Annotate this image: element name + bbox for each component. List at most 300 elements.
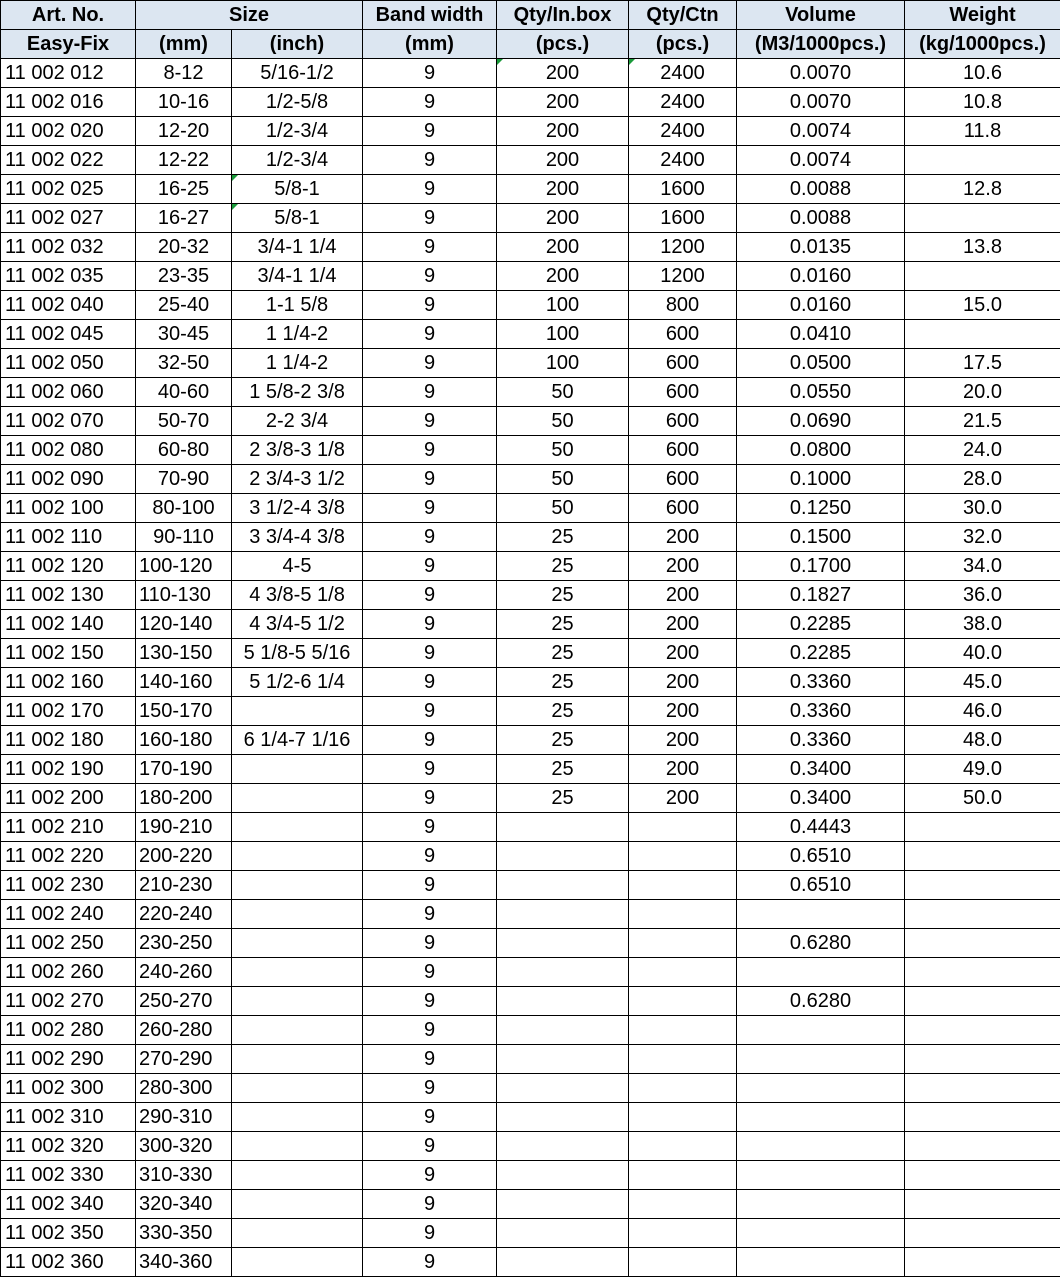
cell-qty-in-box [497, 1219, 629, 1248]
header-unit-inch: (inch) [232, 30, 363, 59]
cell-band-width: 9 [363, 1045, 497, 1074]
cell-volume: 0.0800 [737, 436, 905, 465]
cell-size-inch [232, 871, 363, 900]
cell-art-no: 11 002 210 [1, 813, 136, 842]
cell-volume [737, 1074, 905, 1103]
cell-volume: 0.2285 [737, 639, 905, 668]
cell-weight [905, 262, 1060, 291]
cell-weight: 32.0 [905, 523, 1060, 552]
cell-qty-in-box: 25 [497, 581, 629, 610]
cell-size-inch: 1/2-3/4 [232, 117, 363, 146]
cell-band-width: 9 [363, 958, 497, 987]
cell-size-inch [232, 958, 363, 987]
cell-volume [737, 1190, 905, 1219]
header-art-no: Art. No. [1, 1, 136, 30]
cell-art-no: 11 002 250 [1, 929, 136, 958]
cell-band-width: 9 [363, 1016, 497, 1045]
cell-band-width: 9 [363, 117, 497, 146]
table-row [1, 929, 1060, 958]
cell-art-no: 11 002 032 [1, 233, 136, 262]
cell-qty-in-box [497, 929, 629, 958]
cell-art-no: 11 002 090 [1, 465, 136, 494]
table-row [1, 610, 1060, 639]
cell-size-mm: 250-270 [136, 987, 232, 1016]
cell-size-mm: 30-45 [136, 320, 232, 349]
cell-band-width: 9 [363, 1190, 497, 1219]
cell-weight: 11.8 [905, 117, 1060, 146]
cell-volume: 0.0550 [737, 378, 905, 407]
cell-art-no: 11 002 240 [1, 900, 136, 929]
cell-size-mm: 270-290 [136, 1045, 232, 1074]
table-row [1, 59, 1060, 88]
cell-weight [905, 842, 1060, 871]
cell-size-mm: 100-120 [136, 552, 232, 581]
cell-weight [905, 320, 1060, 349]
cell-size-inch [232, 1161, 363, 1190]
cell-qty-in-box: 200 [497, 59, 629, 88]
cell-size-mm: 310-330 [136, 1161, 232, 1190]
cell-qty-ctn [629, 871, 737, 900]
cell-size-inch: 4-5 [232, 552, 363, 581]
cell-qty-ctn [629, 1190, 737, 1219]
cell-size-inch: 6 1/4-7 1/16 [232, 726, 363, 755]
cell-qty-ctn: 200 [629, 784, 737, 813]
cell-volume: 0.6280 [737, 929, 905, 958]
cell-art-no: 11 002 290 [1, 1045, 136, 1074]
cell-band-width: 9 [363, 987, 497, 1016]
cell-volume: 0.1000 [737, 465, 905, 494]
cell-qty-ctn: 1600 [629, 204, 737, 233]
cell-volume: 0.1700 [737, 552, 905, 581]
cell-weight [905, 1074, 1060, 1103]
cell-size-mm: 20-32 [136, 233, 232, 262]
header-easy-fix: Easy-Fix [1, 30, 136, 59]
cell-qty-ctn: 200 [629, 610, 737, 639]
header-unit-weight: (kg/1000pcs.) [905, 30, 1060, 59]
cell-qty-in-box [497, 1161, 629, 1190]
table-row [1, 523, 1060, 552]
cell-qty-in-box [497, 842, 629, 871]
cell-qty-ctn [629, 900, 737, 929]
cell-size-inch: 2-2 3/4 [232, 407, 363, 436]
cell-volume: 0.1827 [737, 581, 905, 610]
header-row-titles [1, 1, 1060, 30]
header-unit-mm: (mm) [136, 30, 232, 59]
cell-weight: 34.0 [905, 552, 1060, 581]
cell-band-width: 9 [363, 1132, 497, 1161]
table-row [1, 1074, 1060, 1103]
cell-weight: 45.0 [905, 668, 1060, 697]
cell-art-no: 11 002 310 [1, 1103, 136, 1132]
cell-size-mm: 70-90 [136, 465, 232, 494]
cell-qty-in-box [497, 1045, 629, 1074]
table-row [1, 1161, 1060, 1190]
cell-qty-in-box: 200 [497, 117, 629, 146]
cell-qty-ctn [629, 1219, 737, 1248]
cell-volume [737, 1103, 905, 1132]
cell-size-inch: 5/16-1/2 [232, 59, 363, 88]
cell-weight [905, 1219, 1060, 1248]
cell-qty-ctn: 200 [629, 639, 737, 668]
cell-qty-ctn: 600 [629, 407, 737, 436]
cell-volume: 0.0135 [737, 233, 905, 262]
cell-volume [737, 900, 905, 929]
cell-qty-ctn: 2400 [629, 146, 737, 175]
cell-weight: 15.0 [905, 291, 1060, 320]
table-row [1, 958, 1060, 987]
cell-band-width: 9 [363, 88, 497, 117]
cell-volume: 0.0160 [737, 291, 905, 320]
cell-art-no: 11 002 190 [1, 755, 136, 784]
cell-qty-in-box: 200 [497, 88, 629, 117]
cell-weight [905, 1016, 1060, 1045]
table-row [1, 1016, 1060, 1045]
table-row [1, 1190, 1060, 1219]
table-row [1, 581, 1060, 610]
table-row [1, 262, 1060, 291]
cell-size-mm: 230-250 [136, 929, 232, 958]
cell-art-no: 11 002 120 [1, 552, 136, 581]
cell-size-mm: 12-20 [136, 117, 232, 146]
cell-qty-ctn: 200 [629, 581, 737, 610]
cell-size-mm: 240-260 [136, 958, 232, 987]
cell-qty-in-box [497, 958, 629, 987]
cell-qty-ctn: 2400 [629, 117, 737, 146]
cell-qty-ctn: 600 [629, 494, 737, 523]
cell-weight: 38.0 [905, 610, 1060, 639]
cell-art-no: 11 002 180 [1, 726, 136, 755]
cell-volume: 0.6280 [737, 987, 905, 1016]
cell-qty-ctn: 600 [629, 320, 737, 349]
cell-band-width: 9 [363, 436, 497, 465]
cell-qty-in-box: 50 [497, 465, 629, 494]
cell-weight [905, 813, 1060, 842]
cell-qty-ctn [629, 929, 737, 958]
cell-art-no: 11 002 020 [1, 117, 136, 146]
cell-art-no: 11 002 350 [1, 1219, 136, 1248]
cell-band-width: 9 [363, 378, 497, 407]
table-row [1, 1248, 1060, 1277]
cell-band-width: 9 [363, 755, 497, 784]
cell-size-mm: 40-60 [136, 378, 232, 407]
cell-art-no: 11 002 160 [1, 668, 136, 697]
cell-qty-ctn: 200 [629, 726, 737, 755]
cell-weight [905, 1248, 1060, 1277]
cell-qty-ctn: 200 [629, 552, 737, 581]
cell-band-width: 9 [363, 1161, 497, 1190]
cell-qty-in-box: 50 [497, 378, 629, 407]
cell-qty-in-box: 200 [497, 262, 629, 291]
cell-size-inch: 1/2-3/4 [232, 146, 363, 175]
cell-qty-in-box: 100 [497, 320, 629, 349]
cell-art-no: 11 002 360 [1, 1248, 136, 1277]
cell-size-mm: 200-220 [136, 842, 232, 871]
cell-band-width: 9 [363, 610, 497, 639]
cell-art-no: 11 002 022 [1, 146, 136, 175]
cell-volume: 0.3400 [737, 755, 905, 784]
cell-size-mm: 140-160 [136, 668, 232, 697]
cell-size-inch: 3/4-1 1/4 [232, 233, 363, 262]
cell-size-inch [232, 929, 363, 958]
cell-qty-in-box: 25 [497, 610, 629, 639]
cell-qty-ctn [629, 813, 737, 842]
cell-volume [737, 958, 905, 987]
cell-qty-ctn: 2400 [629, 88, 737, 117]
table-row [1, 465, 1060, 494]
cell-size-mm: 120-140 [136, 610, 232, 639]
table-row [1, 320, 1060, 349]
cell-band-width: 9 [363, 204, 497, 233]
table-row [1, 1219, 1060, 1248]
cell-qty-in-box: 25 [497, 639, 629, 668]
cell-size-mm: 260-280 [136, 1016, 232, 1045]
cell-size-inch: 3 3/4-4 3/8 [232, 523, 363, 552]
cell-qty-ctn: 200 [629, 523, 737, 552]
cell-size-mm: 160-180 [136, 726, 232, 755]
table-row [1, 668, 1060, 697]
cell-qty-in-box: 25 [497, 697, 629, 726]
cell-qty-in-box: 50 [497, 436, 629, 465]
cell-size-mm: 300-320 [136, 1132, 232, 1161]
table-row [1, 784, 1060, 813]
cell-qty-ctn [629, 1074, 737, 1103]
cell-weight: 36.0 [905, 581, 1060, 610]
header-weight: Weight [905, 1, 1060, 30]
table-row [1, 639, 1060, 668]
cell-art-no: 11 002 040 [1, 291, 136, 320]
cell-size-inch [232, 1103, 363, 1132]
cell-weight: 48.0 [905, 726, 1060, 755]
cell-qty-in-box [497, 1190, 629, 1219]
cell-qty-ctn: 2400 [629, 59, 737, 88]
cell-qty-in-box [497, 1016, 629, 1045]
cell-weight [905, 871, 1060, 900]
cell-art-no: 11 002 200 [1, 784, 136, 813]
cell-weight: 28.0 [905, 465, 1060, 494]
cell-qty-ctn: 200 [629, 755, 737, 784]
cell-band-width: 9 [363, 842, 497, 871]
cell-band-width: 9 [363, 784, 497, 813]
cell-art-no: 11 002 070 [1, 407, 136, 436]
cell-band-width: 9 [363, 523, 497, 552]
cell-art-no: 11 002 027 [1, 204, 136, 233]
cell-size-mm: 16-25 [136, 175, 232, 204]
cell-weight [905, 204, 1060, 233]
cell-size-inch: 1 1/4-2 [232, 349, 363, 378]
cell-qty-ctn: 200 [629, 697, 737, 726]
cell-art-no: 11 002 170 [1, 697, 136, 726]
cell-qty-ctn [629, 1103, 737, 1132]
cell-weight: 46.0 [905, 697, 1060, 726]
cell-volume: 0.0410 [737, 320, 905, 349]
cell-art-no: 11 002 045 [1, 320, 136, 349]
cell-size-mm: 60-80 [136, 436, 232, 465]
cell-size-mm: 80-100 [136, 494, 232, 523]
cell-size-inch: 5/8-1 [232, 175, 363, 204]
cell-band-width: 9 [363, 697, 497, 726]
cell-art-no: 11 002 220 [1, 842, 136, 871]
table-row [1, 842, 1060, 871]
cell-qty-ctn: 600 [629, 349, 737, 378]
cell-qty-in-box: 25 [497, 552, 629, 581]
cell-volume: 0.3360 [737, 697, 905, 726]
cell-volume: 0.1500 [737, 523, 905, 552]
header-unit-band-mm: (mm) [363, 30, 497, 59]
cell-volume: 0.2285 [737, 610, 905, 639]
cell-size-inch: 1/2-5/8 [232, 88, 363, 117]
cell-art-no: 11 002 100 [1, 494, 136, 523]
cell-volume: 0.6510 [737, 842, 905, 871]
header-unit-volume: (M3/1000pcs.) [737, 30, 905, 59]
cell-size-mm: 16-27 [136, 204, 232, 233]
cell-qty-ctn: 600 [629, 378, 737, 407]
table-row [1, 88, 1060, 117]
cell-art-no: 11 002 130 [1, 581, 136, 610]
cell-size-inch [232, 755, 363, 784]
cell-volume: 0.0074 [737, 146, 905, 175]
cell-size-inch: 3/4-1 1/4 [232, 262, 363, 291]
cell-size-inch: 1 1/4-2 [232, 320, 363, 349]
cell-qty-ctn: 1200 [629, 262, 737, 291]
cell-art-no: 11 002 016 [1, 88, 136, 117]
cell-volume: 0.0070 [737, 59, 905, 88]
header-size: Size [136, 1, 363, 30]
cell-weight: 12.8 [905, 175, 1060, 204]
cell-weight [905, 146, 1060, 175]
cell-volume: 0.4443 [737, 813, 905, 842]
cell-qty-in-box [497, 1103, 629, 1132]
cell-weight: 21.5 [905, 407, 1060, 436]
cell-art-no: 11 002 270 [1, 987, 136, 1016]
header-qty-ctn: Qty/Ctn [629, 1, 737, 30]
cell-volume: 0.6510 [737, 871, 905, 900]
cell-qty-ctn [629, 1132, 737, 1161]
cell-band-width: 9 [363, 1219, 497, 1248]
cell-art-no: 11 002 140 [1, 610, 136, 639]
cell-band-width: 9 [363, 349, 497, 378]
table-row [1, 436, 1060, 465]
table-row [1, 233, 1060, 262]
cell-volume: 0.0088 [737, 204, 905, 233]
cell-band-width: 9 [363, 1248, 497, 1277]
cell-volume [737, 1219, 905, 1248]
cell-band-width: 9 [363, 59, 497, 88]
cell-weight [905, 900, 1060, 929]
cell-volume: 0.3400 [737, 784, 905, 813]
cell-size-inch [232, 1190, 363, 1219]
cell-qty-in-box: 25 [497, 726, 629, 755]
cell-size-inch: 2 3/4-3 1/2 [232, 465, 363, 494]
cell-qty-ctn [629, 1248, 737, 1277]
cell-qty-in-box: 200 [497, 146, 629, 175]
cell-band-width: 9 [363, 552, 497, 581]
cell-weight: 10.8 [905, 88, 1060, 117]
cell-qty-ctn [629, 842, 737, 871]
cell-weight [905, 929, 1060, 958]
cell-band-width: 9 [363, 407, 497, 436]
table-row [1, 407, 1060, 436]
cell-qty-in-box: 200 [497, 233, 629, 262]
cell-size-mm: 12-22 [136, 146, 232, 175]
cell-art-no: 11 002 230 [1, 871, 136, 900]
cell-weight: 49.0 [905, 755, 1060, 784]
cell-band-width: 9 [363, 639, 497, 668]
cell-volume: 0.0070 [737, 88, 905, 117]
cell-qty-ctn [629, 1016, 737, 1045]
cell-qty-ctn [629, 1045, 737, 1074]
cell-volume: 0.0074 [737, 117, 905, 146]
cell-size-mm: 170-190 [136, 755, 232, 784]
cell-weight: 40.0 [905, 639, 1060, 668]
cell-weight [905, 1161, 1060, 1190]
cell-art-no: 11 002 280 [1, 1016, 136, 1045]
cell-art-no: 11 002 150 [1, 639, 136, 668]
cell-volume: 0.3360 [737, 668, 905, 697]
cell-volume: 0.0500 [737, 349, 905, 378]
table-row [1, 871, 1060, 900]
cell-size-mm: 130-150 [136, 639, 232, 668]
table-row [1, 378, 1060, 407]
table-body [1, 59, 1060, 1277]
table-row [1, 204, 1060, 233]
cell-weight: 17.5 [905, 349, 1060, 378]
table-row [1, 494, 1060, 523]
table-header [1, 1, 1060, 59]
cell-qty-in-box [497, 871, 629, 900]
cell-weight: 20.0 [905, 378, 1060, 407]
table-row [1, 1103, 1060, 1132]
cell-volume: 0.1250 [737, 494, 905, 523]
cell-qty-ctn [629, 958, 737, 987]
cell-band-width: 9 [363, 900, 497, 929]
cell-art-no: 11 002 012 [1, 59, 136, 88]
table-row [1, 987, 1060, 1016]
cell-qty-in-box: 100 [497, 291, 629, 320]
cell-size-inch [232, 697, 363, 726]
header-qty-in-box: Qty/In.box [497, 1, 629, 30]
cell-qty-in-box [497, 987, 629, 1016]
cell-band-width: 9 [363, 320, 497, 349]
cell-art-no: 11 002 320 [1, 1132, 136, 1161]
cell-size-inch: 5 1/2-6 1/4 [232, 668, 363, 697]
cell-qty-in-box: 100 [497, 349, 629, 378]
cell-band-width: 9 [363, 233, 497, 262]
cell-qty-ctn: 200 [629, 668, 737, 697]
cell-size-mm: 340-360 [136, 1248, 232, 1277]
cell-qty-in-box [497, 1248, 629, 1277]
cell-band-width: 9 [363, 146, 497, 175]
cell-qty-in-box: 25 [497, 523, 629, 552]
cell-size-mm: 50-70 [136, 407, 232, 436]
cell-weight: 13.8 [905, 233, 1060, 262]
cell-size-inch [232, 987, 363, 1016]
cell-art-no: 11 002 110 [1, 523, 136, 552]
cell-volume: 0.0690 [737, 407, 905, 436]
cell-weight: 30.0 [905, 494, 1060, 523]
cell-size-inch: 1 5/8-2 3/8 [232, 378, 363, 407]
cell-volume [737, 1161, 905, 1190]
cell-size-inch [232, 813, 363, 842]
cell-weight [905, 987, 1060, 1016]
cell-qty-in-box: 200 [497, 204, 629, 233]
cell-band-width: 9 [363, 813, 497, 842]
cell-band-width: 9 [363, 465, 497, 494]
cell-qty-ctn: 800 [629, 291, 737, 320]
cell-qty-in-box: 50 [497, 494, 629, 523]
cell-qty-ctn: 1600 [629, 175, 737, 204]
cell-qty-in-box [497, 1074, 629, 1103]
cell-art-no: 11 002 050 [1, 349, 136, 378]
